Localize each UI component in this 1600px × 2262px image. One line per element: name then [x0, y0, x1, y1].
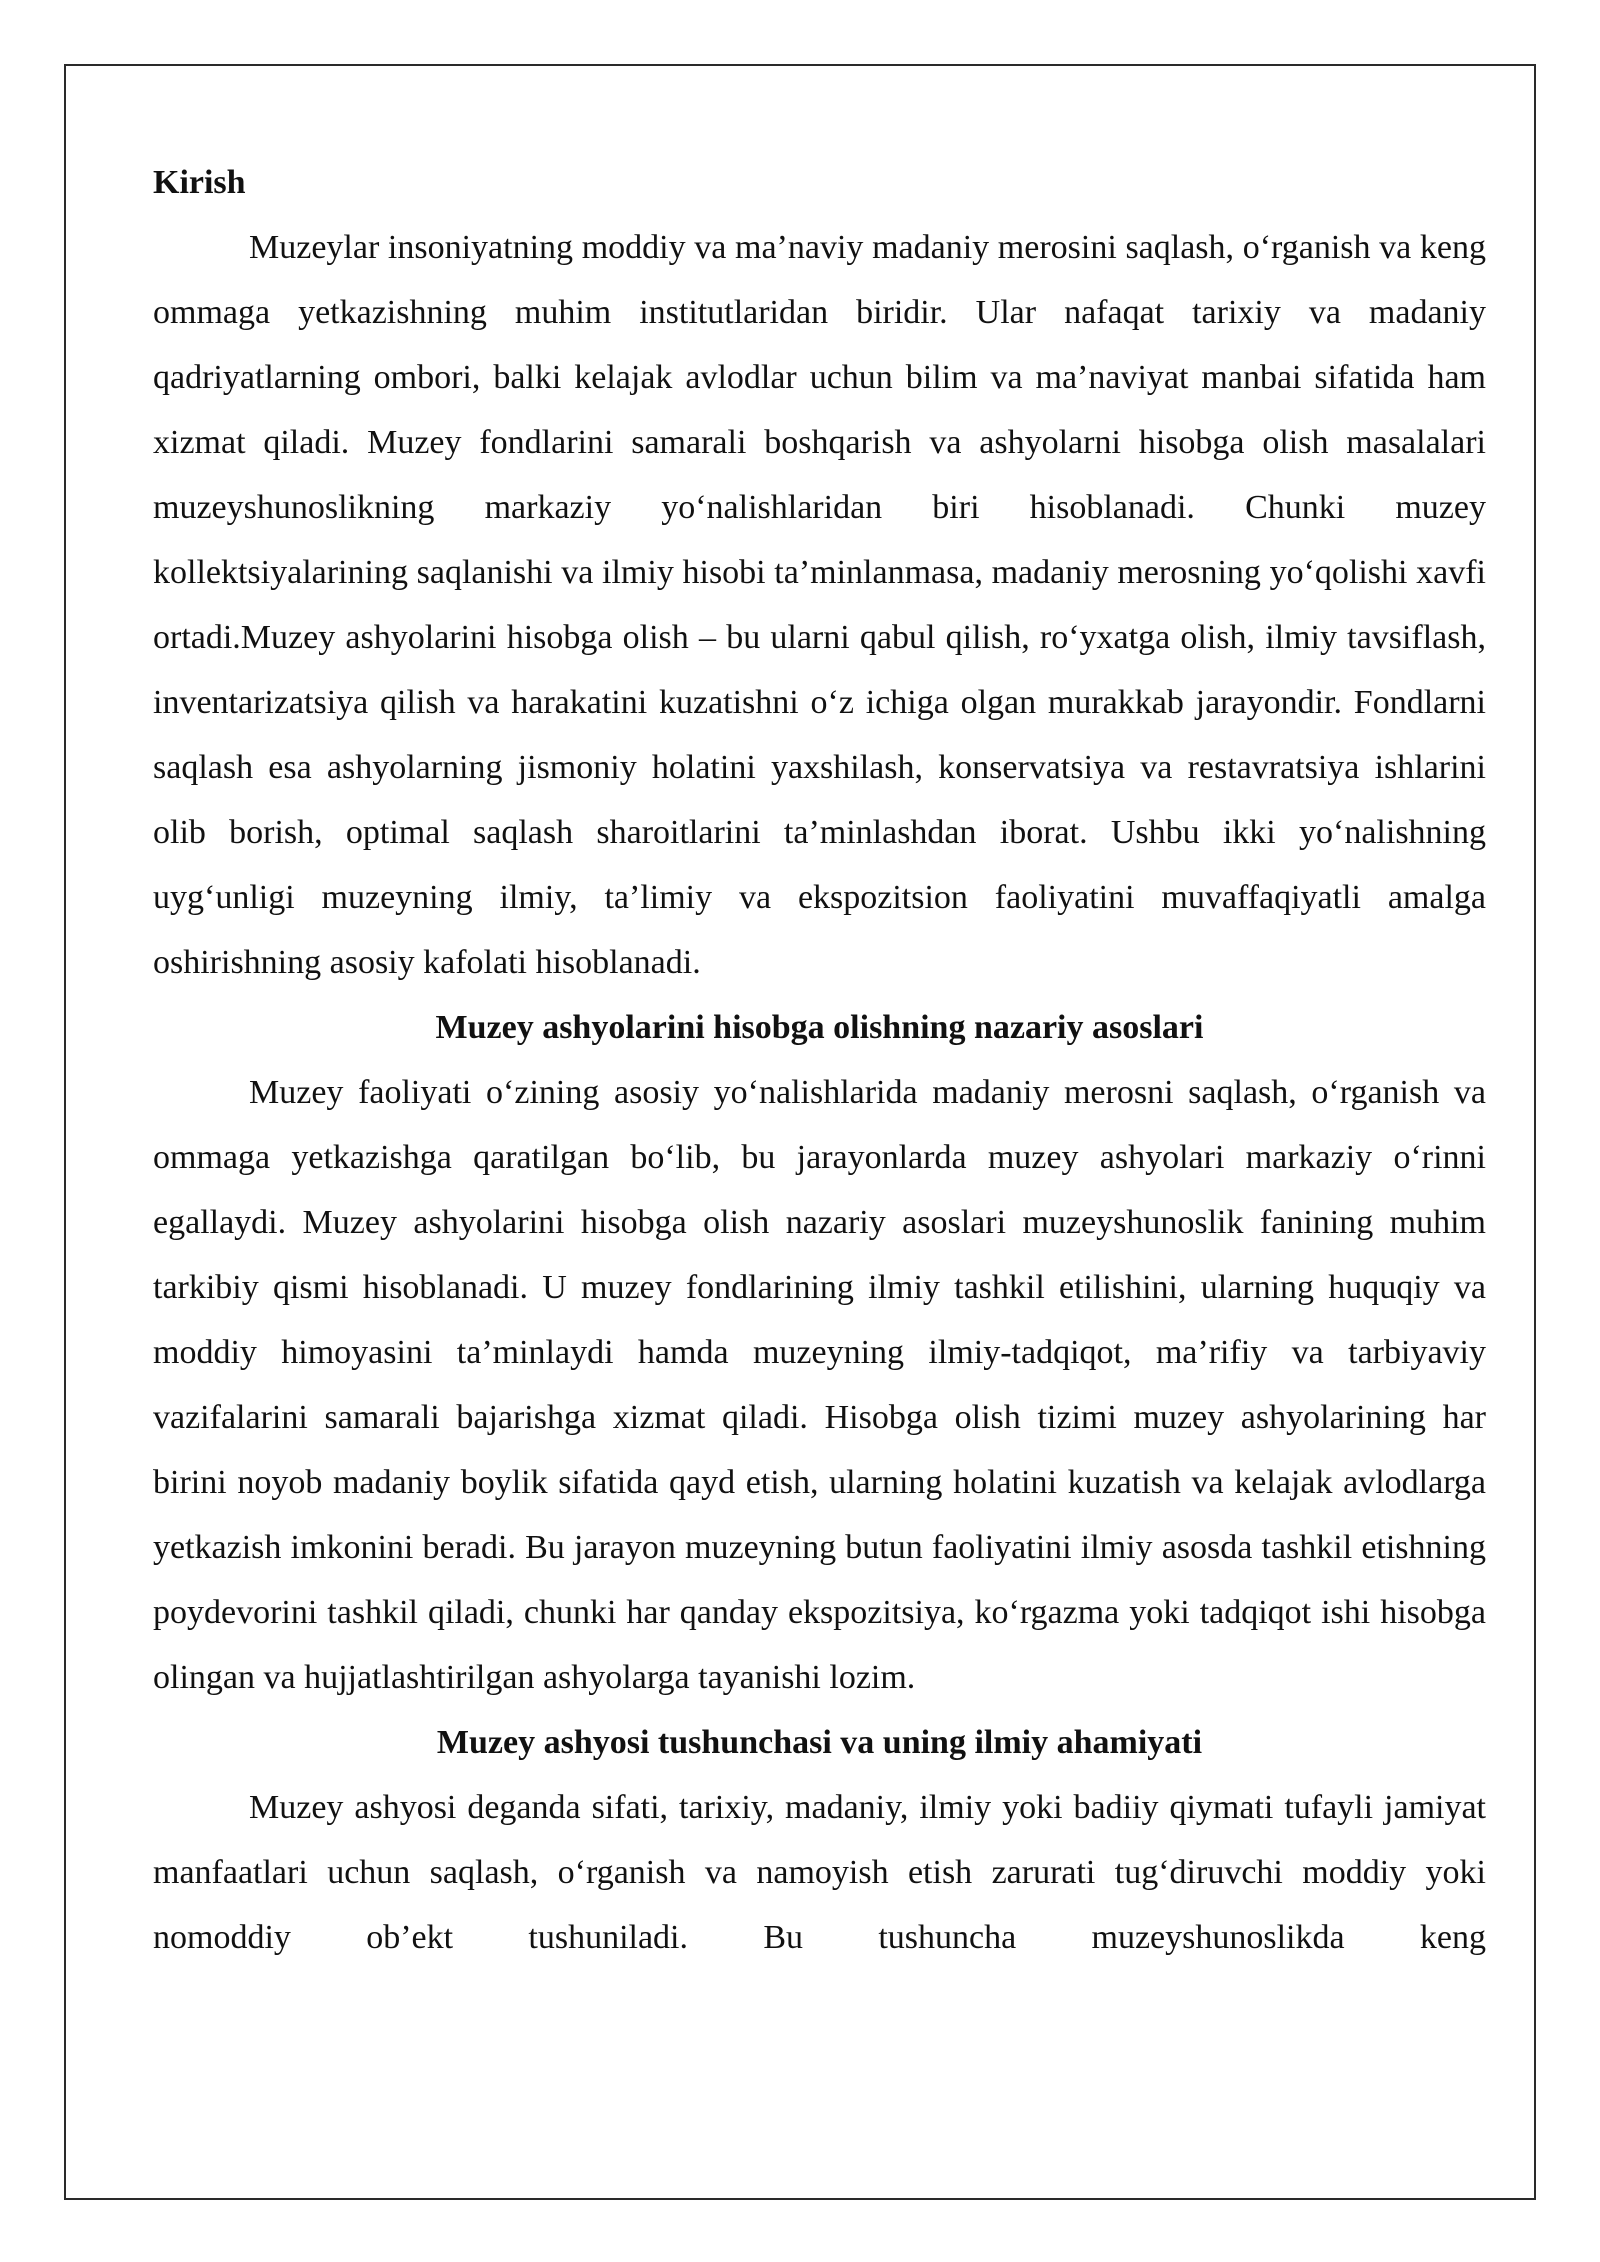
museum-object-paragraph: Muzey ashyosi deganda sifati, tarixiy, madaniy, ilmiy yoki badiiy qiymati tufayli jamiyat manfaatlari uchun saqlash, o‘rganish va namoyish etish zarurati tug‘diruvchi moddiy yoki nomoddiy ob’ekt tushuniladi. Bu tushuncha muzeyshunoslikda keng [153, 1789, 1486, 1956]
document-body [153, 150, 1486, 1970]
theory-paragraph: Muzey faoliyati o‘zining asosiy yo‘nalishlarida madaniy merosni saqlash, o‘rganish va ommaga yetkazishga qaratilgan bo‘lib, bu jarayonlarda muzey ashyolari markaziy o‘rinni egallaydi. Muzey ashyolarini hisobga olish nazariy asoslari muzeyshunoslik fanining muhim tarkibiy qismi hisoblanadi. U muzey fondlarining ilmiy tashkil etilishini, ularning huquqiy va moddiy himoyasini ta’minlaydi hamda muzeyning ilmiy-tadqiqot, ma’rifiy va tarbiyaviy vazifalarini samarali bajarishga xizmat qiladi. Hisobga olish tizimi muzey ashyolarining har birini noyob madaniy boylik sifatida qayd etish, ularning holatini kuzatish va kelajak avlodlarga yetkazish imkonini beradi. Bu jarayon muzeyning butun faoliyatini ilmiy asosda tashkil etishning poydevorini tashkil qiladi, chunki har qanday ekspozitsiya, ko‘rgazma yoki tadqiqot ishi hisobga olingan va hujjatlashtirilgan ashyolarga tayanishi lozim. [153, 1074, 1486, 1696]
section-heading-theory: Muzey ashyolarini hisobga olishning nazariy asoslari [435, 1009, 1204, 1046]
document-title: Kirish [153, 164, 246, 201]
intro-paragraph: Muzeylar insoniyatning moddiy va ma’naviy madaniy merosini saqlash, o‘rganish va keng ommaga yetkazishning muhim institutlaridan biridir. Ular nafaqat tarixiy va madaniy qadriyatlarning ombori, balki kelajak avlodlar uchun bilim va ma’naviyat manbai sifatida ham xizmat qiladi. Muzey fondlarini samarali boshqarish va ashyolarni hisobga olish masalalari muzeyshunoslikning markaziy yo‘nalishlaridan biri hisoblanadi. Chunki muzey kollektsiyalarining saqlanishi va ilmiy hisobi ta’minlanmasa, madaniy merosning yo‘qolishi xavfi ortadi.Muzey ashyolarini hisobga olish – bu ularni qabul qilish, ro‘yxatga olish, ilmiy tavsiflash, inventarizatsiya qilish va harakatini kuzatishni o‘z ichiga olgan murakkab jarayondir. Fondlarni saqlash esa ashyolarning jismoniy holatini yaxshilash, konservatsiya va restavratsiya ishlarini olib borish, optimal saqlash sharoitlarini ta’minlashdan iborat. Ushbu ikki yo‘nalishning uyg‘unligi muzeyning ilmiy, ta’limiy va ekspozitsion faoliyatini muvaffaqiyatli amalga oshirishning asosiy kafolati hisoblanadi. [153, 229, 1486, 981]
section-heading-museum-object: Muzey ashyosi tushunchasi va uning ilmiy ahamiyati [436, 1724, 1203, 1761]
